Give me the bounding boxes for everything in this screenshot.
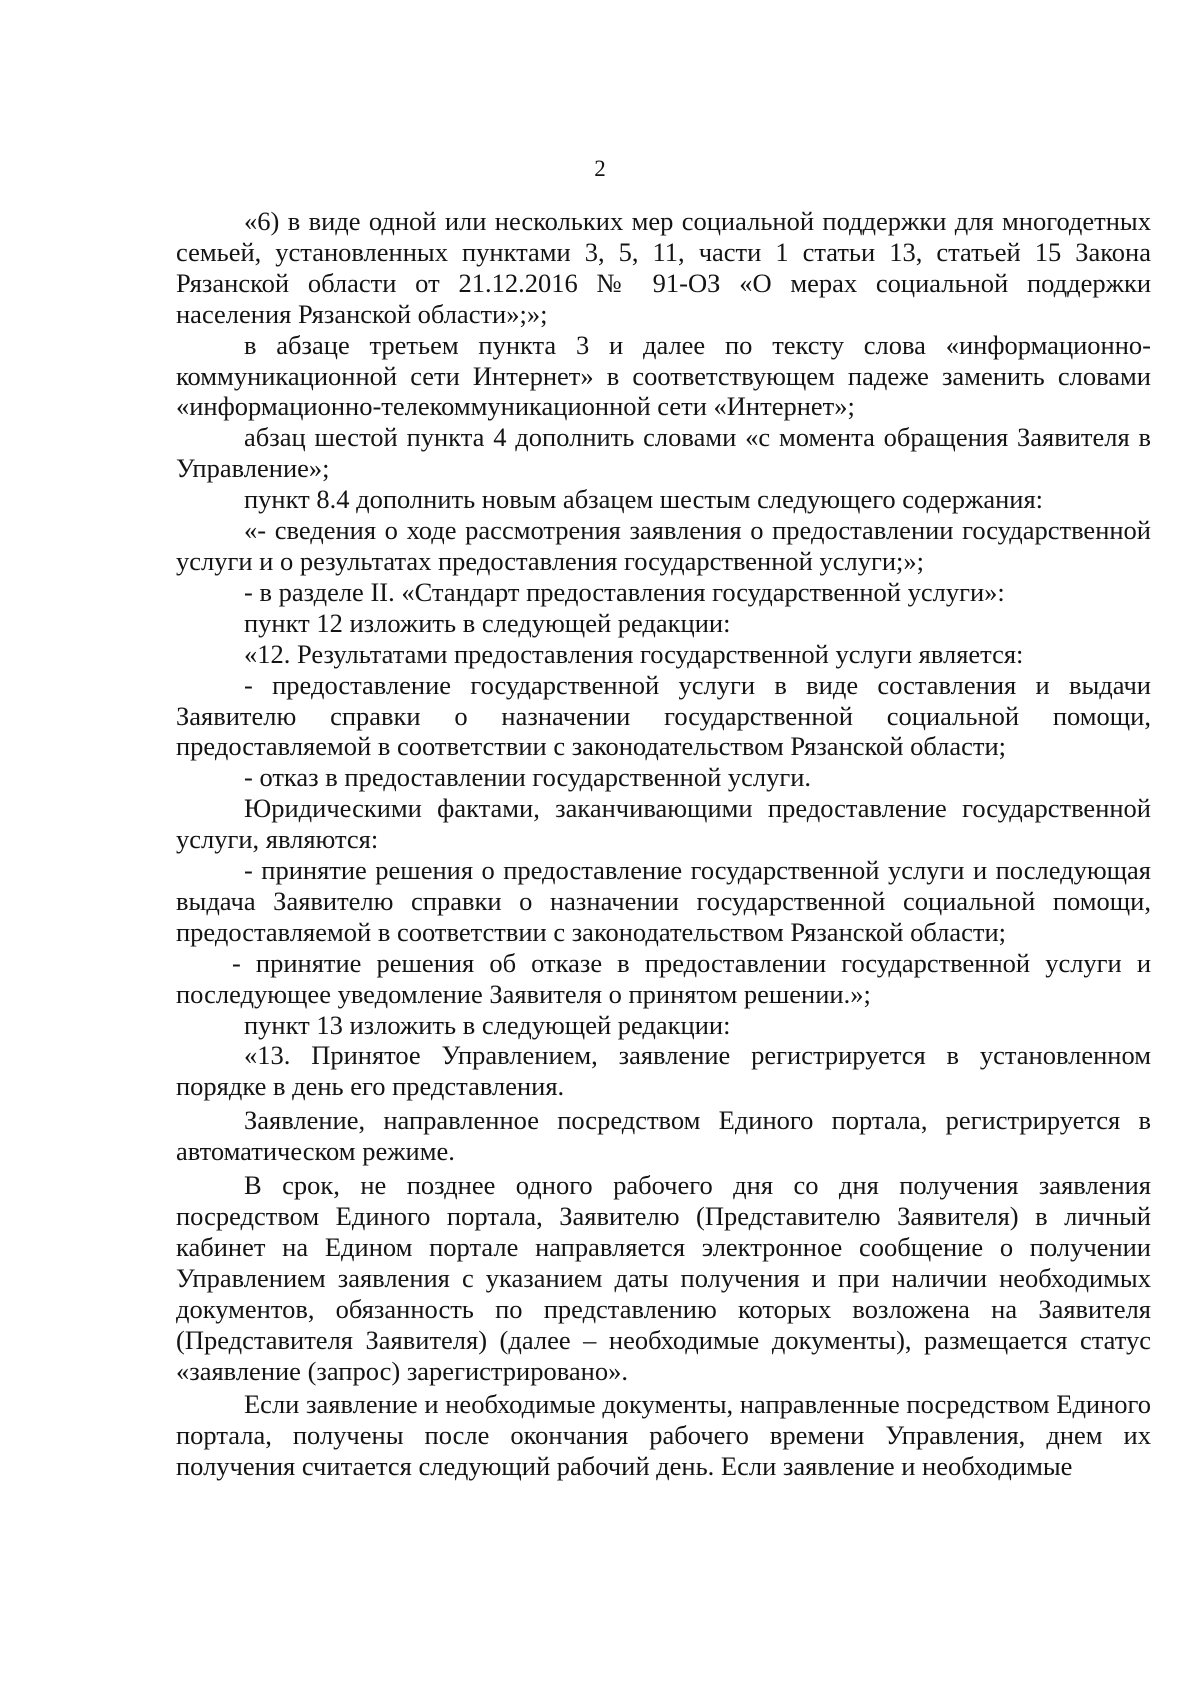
- paragraph-abzac-3-punkt-3: в абзаце третьем пункта 3 и далее по тексту слова «информационно-коммуникационной сети Интернет» в соответствующем падеже заменить словами «информационно-телекоммуникационной сети «Интернет»;: [176, 329, 1151, 422]
- paragraph-punkt-12: пункт 12 изложить в следующей редакции:: [244, 607, 731, 638]
- page-number: 2: [594, 156, 606, 181]
- paragraph-punkt-13: пункт 13 изложить в следующей редакции:: [244, 1009, 731, 1040]
- paragraph-svedeniya: «- сведения о ходе рассмотрения заявления о предоставлении государственной услуги и о результатах предоставления государственной услуги;»;: [176, 515, 1151, 576]
- paragraph-abzac-6-punkt-4: абзац шестой пункта 4 дополнить словами «с момента обращения Заявителя в Управление»;: [176, 422, 1151, 484]
- paragraph-punkt-8-4: пункт 8.4 дополнить новым абзацем шестым следующего содержания:: [244, 484, 1044, 515]
- paragraph-razdel-2: - в разделе II. «Стандарт предоставления государственной услуги»:: [244, 576, 1005, 607]
- paragraph-registration: «13. Принятое Управлением, заявление регистрируется в установленном порядке в день его представления.: [176, 1040, 1151, 1102]
- paragraph-decision-refusal: - принятие решения об отказе в предоставлении государственной услуги и последующее уведомление Заявителя о принятом решении.»;: [176, 947, 1151, 1009]
- paragraph-results-12: «12. Результатами предоставления государственной услуги является:: [244, 638, 1024, 669]
- paragraph-result-refusal: - отказ в предоставлении государственной услуги.: [244, 762, 812, 793]
- paragraph-result-provision: - предоставление государственной услуги в виде составления и выдачи Заявителю справки о назначении государственной социальной помощи, предоставляемой в соответствии с законодательством Рязанской области;: [176, 669, 1151, 762]
- paragraph-after-hours: Если заявление и необходимые документы, направленные посредством Единого портала, получены после окончания рабочего времени Управления, днем их получения считается следующий рабочий день. Если заявление и необходимые: [176, 1389, 1151, 1482]
- paragraph-notification-deadline: В срок, не позднее одного рабочего дня со дня получения заявления посредством Единого портала, Заявителю (Представителю Заявителя) в личный кабинет на Едином портале направляется электронное сообщение о получении Управлением заявления с указанием даты получения и при наличии необходимых документов, обязанность по представлению которых возложена на Заявителя (Представителя Заявителя) (далее – необходимые документы), размещается статус «заявление (запрос) зарегистрировано».: [176, 1170, 1151, 1386]
- document-body: [176, 206, 1151, 1482]
- paragraph-portal-registration: Заявление, направленное посредством Единого портала, регистрируется в автоматическом режиме.: [176, 1105, 1151, 1167]
- paragraph-measures-support: «6) в виде одной или нескольких мер социальной поддержки для многодетных семьей, установленных пунктами 3, 5, 11, части 1 статьи 13, статьей 15 Закона Рязанской области от 21.12.2016 № 91-ОЗ «О мерах социальной поддержки населения Рязанской области»;»;: [176, 206, 1151, 329]
- paragraph-legal-facts: Юридическими фактами, заканчивающими предоставление государственной услуги, являются:: [176, 793, 1151, 855]
- paragraph-decision-grant: - принятие решения о предоставление государственной услуги и последующая выдача Заявителю справки о назначении государственной социальной помощи, предоставляемой в соответствии с законодательством Рязанской области;: [176, 855, 1151, 947]
